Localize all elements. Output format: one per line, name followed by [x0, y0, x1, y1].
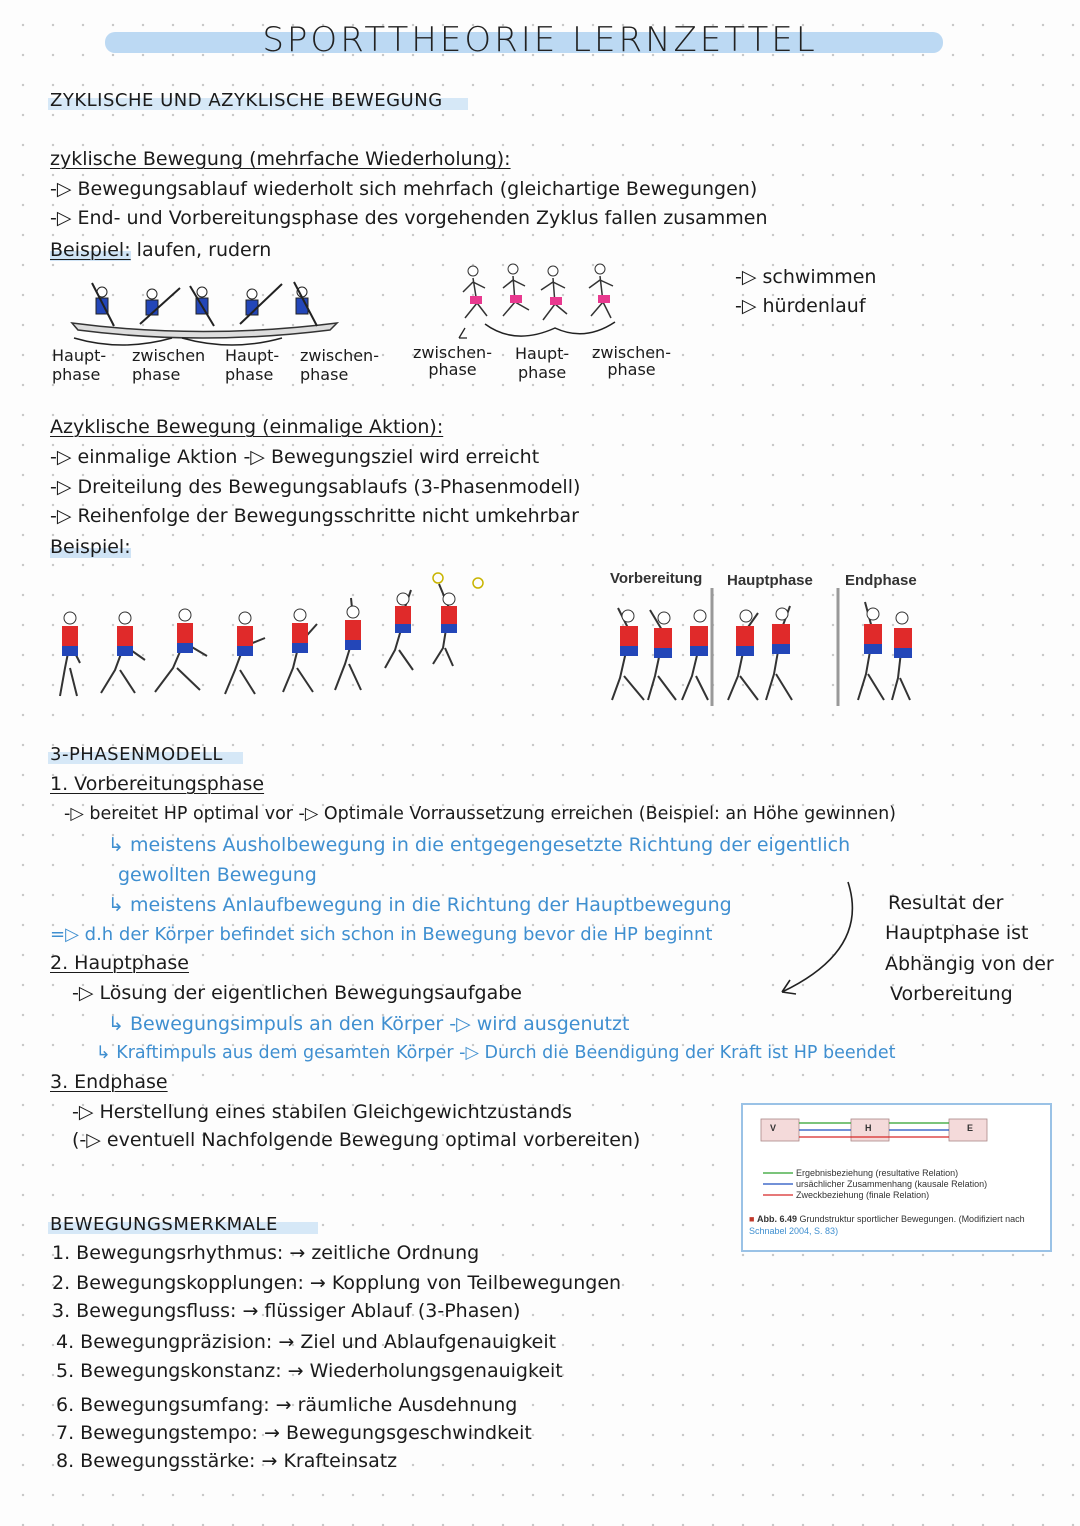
node-h: H: [865, 1123, 872, 1133]
phase1-blue-1b: gewollten Bewegung: [118, 864, 317, 886]
merkmal-3: 3. Bewegungsfluss: → flüssiger Ablauf (3-Phasen): [52, 1300, 521, 1322]
zyklisch-heading: zyklische Bewegung (mehrfache Wiederholung):: [50, 148, 511, 170]
merkmal-8: 8. Bewegungsstärke: → Krafteinsatz: [56, 1450, 398, 1472]
merkmal-2: 2. Bewegungskopplungen: → Kopplung von Teilbewegungen: [52, 1272, 622, 1294]
zyklisch-example: [50, 239, 271, 261]
legend-result: Ergebnisbeziehung (resultative Relation): [796, 1168, 959, 1178]
node-e: E: [967, 1123, 974, 1133]
phase3-line-2: (-▷ eventuell Nachfolgende Bewegung optimal vorbereiten): [72, 1129, 641, 1151]
curved-arrow: [760, 880, 870, 1010]
merkmal-4: 4. Bewegungpräzision: → Ziel und Ablaufgenauigkeit: [56, 1331, 557, 1353]
phase1-blue-1: ↳ meistens Ausholbewegung in die entgegengesetzte Richtung der eigentlich: [108, 834, 851, 856]
running-phase-3: zwischen- phase: [592, 343, 671, 379]
phase1-blue-3: =▷ d.h der Körper befindet sich schon in Bewegung bevor die HP beginnt: [50, 924, 713, 945]
rowing-phase-1: Haupt- phase: [52, 346, 107, 384]
azyklisch-heading: Azyklische Bewegung (einmalige Aktion):: [50, 416, 444, 438]
merkmal-7: 7. Bewegungstempo: → Bewegungsgeschwindkeit: [56, 1422, 532, 1444]
legend-causal: ursächlicher Zusammenhang (kausale Relation): [796, 1179, 988, 1189]
side-note-line-3: Abhängig von der: [885, 953, 1054, 975]
rowing-phase-2: zwischen phase: [132, 346, 206, 384]
caption-source: Schnabel 2004, S. 83): [749, 1226, 839, 1236]
volleyball-spike-illustration: [55, 568, 495, 703]
phase2-line-1: -▷ Lösung der eigentlichen Bewegungsaufgabe: [72, 982, 522, 1004]
rowing-phase-4: zwischen- phase: [300, 346, 379, 384]
zyklisch-line-2: -▷ End- und Vorbereitungsphase des vorgehenden Zyklus fallen zusammen: [50, 207, 768, 229]
rowing-phase-3: Haupt- phase: [225, 346, 280, 384]
merkmal-1: 1. Bewegungsrhythmus: → zeitliche Ordnung: [52, 1242, 480, 1264]
page-title: SPORTTHEORIE LERNZETTEL: [262, 20, 818, 60]
caption-text: Grundstruktur sportlicher Bewegungen. (Modifiziert nach: [799, 1214, 1025, 1224]
phase1-line-1: -▷ bereitet HP optimal vor -▷ Optimale Vorraussetzung erreichen (Beispiel: an Höhe gewinnen): [64, 804, 897, 824]
running-phase-2: Haupt- phase: [515, 344, 570, 382]
caption-bullet-icon: ■: [749, 1214, 755, 1224]
merkmal-6: 6. Bewegungsumfang: → räumliche Ausdehnung: [56, 1394, 518, 1416]
azyklisch-line-2: -▷ Dreiteilung des Bewegungsablaufs (3-Phasenmodell): [50, 476, 581, 498]
running-illustration: [455, 258, 630, 338]
running-phase-1: zwischen- phase: [413, 343, 492, 379]
phase1-blue-2: ↳ meistens Anlaufbewegung in die Richtung der Hauptbewegung: [108, 894, 732, 916]
side-note-line-2: Hauptphase ist: [885, 922, 1029, 944]
legend-final: Zweckbeziehung (finale Relation): [796, 1190, 930, 1200]
side-note-line-1: Resultat der: [888, 892, 1004, 914]
side-note-line-4: Vorbereitung: [890, 983, 1013, 1005]
phase2-title: 2. Hauptphase: [50, 952, 189, 974]
phase3-line-1: -▷ Herstellung eines stabilen Gleichgewichtzustands: [72, 1101, 573, 1123]
shotput-illustration: [610, 588, 920, 708]
rowing-illustration: [62, 278, 352, 348]
shotput-label-hauptphase: Hauptphase: [727, 572, 813, 589]
caption-figure-number: Abb. 6.49: [756, 1214, 797, 1224]
example-label: Beispiel:: [50, 536, 131, 558]
phase1-title: 1. Vorbereitungsphase: [50, 773, 265, 795]
example-hurdles: -▷ hürdenlauf: [735, 295, 866, 317]
phase2-blue-2: ↳ Kraftimpuls aus dem gesamten Körper -▷ Durch die Beendigung der Kraft ist HP beendet: [96, 1043, 896, 1063]
merkmal-5: 5. Bewegungskonstanz: → Wiederholungsgenauigkeit: [56, 1360, 563, 1382]
shotput-label-endphase: Endphase: [845, 572, 917, 589]
example-text: laufen, rudern: [136, 239, 272, 261]
section-heading-3-phasenmodell: 3-PHASENMODELL: [50, 744, 223, 765]
example-label: Beispiel:: [50, 239, 131, 261]
azyklisch-line-1: -▷ einmalige Aktion -▷ Bewegungsziel wird erreicht: [50, 446, 540, 468]
diagram-caption: [749, 1214, 1025, 1224]
section-heading-bewegungsmerkmale: BEWEGUNGSMERKMALE: [50, 1214, 278, 1235]
example-swimming: -▷ schwimmen: [735, 266, 877, 288]
node-v: V: [770, 1123, 777, 1133]
azyklisch-line-3: -▷ Reihenfolge der Bewegungsschritte nicht umkehrbar: [50, 505, 579, 527]
vhe-flow: [743, 1105, 1050, 1165]
shotput-label-vorbereitung: Vorbereitung: [610, 570, 703, 587]
zyklisch-line-1: -▷ Bewegungsablauf wiederholt sich mehrfach (gleichartige Bewegungen): [50, 178, 758, 200]
section-heading-zyklisch-azyklisch: ZYKLISCHE UND AZYKLISCHE BEWEGUNG: [50, 90, 443, 111]
phase3-title: 3. Endphase: [50, 1071, 168, 1093]
azyklisch-example-label: [50, 536, 131, 558]
phase-structure-diagram: [741, 1103, 1052, 1252]
phase2-blue-1: ↳ Bewegungsimpuls an den Körper -▷ wird ausgenutzt: [108, 1013, 630, 1035]
